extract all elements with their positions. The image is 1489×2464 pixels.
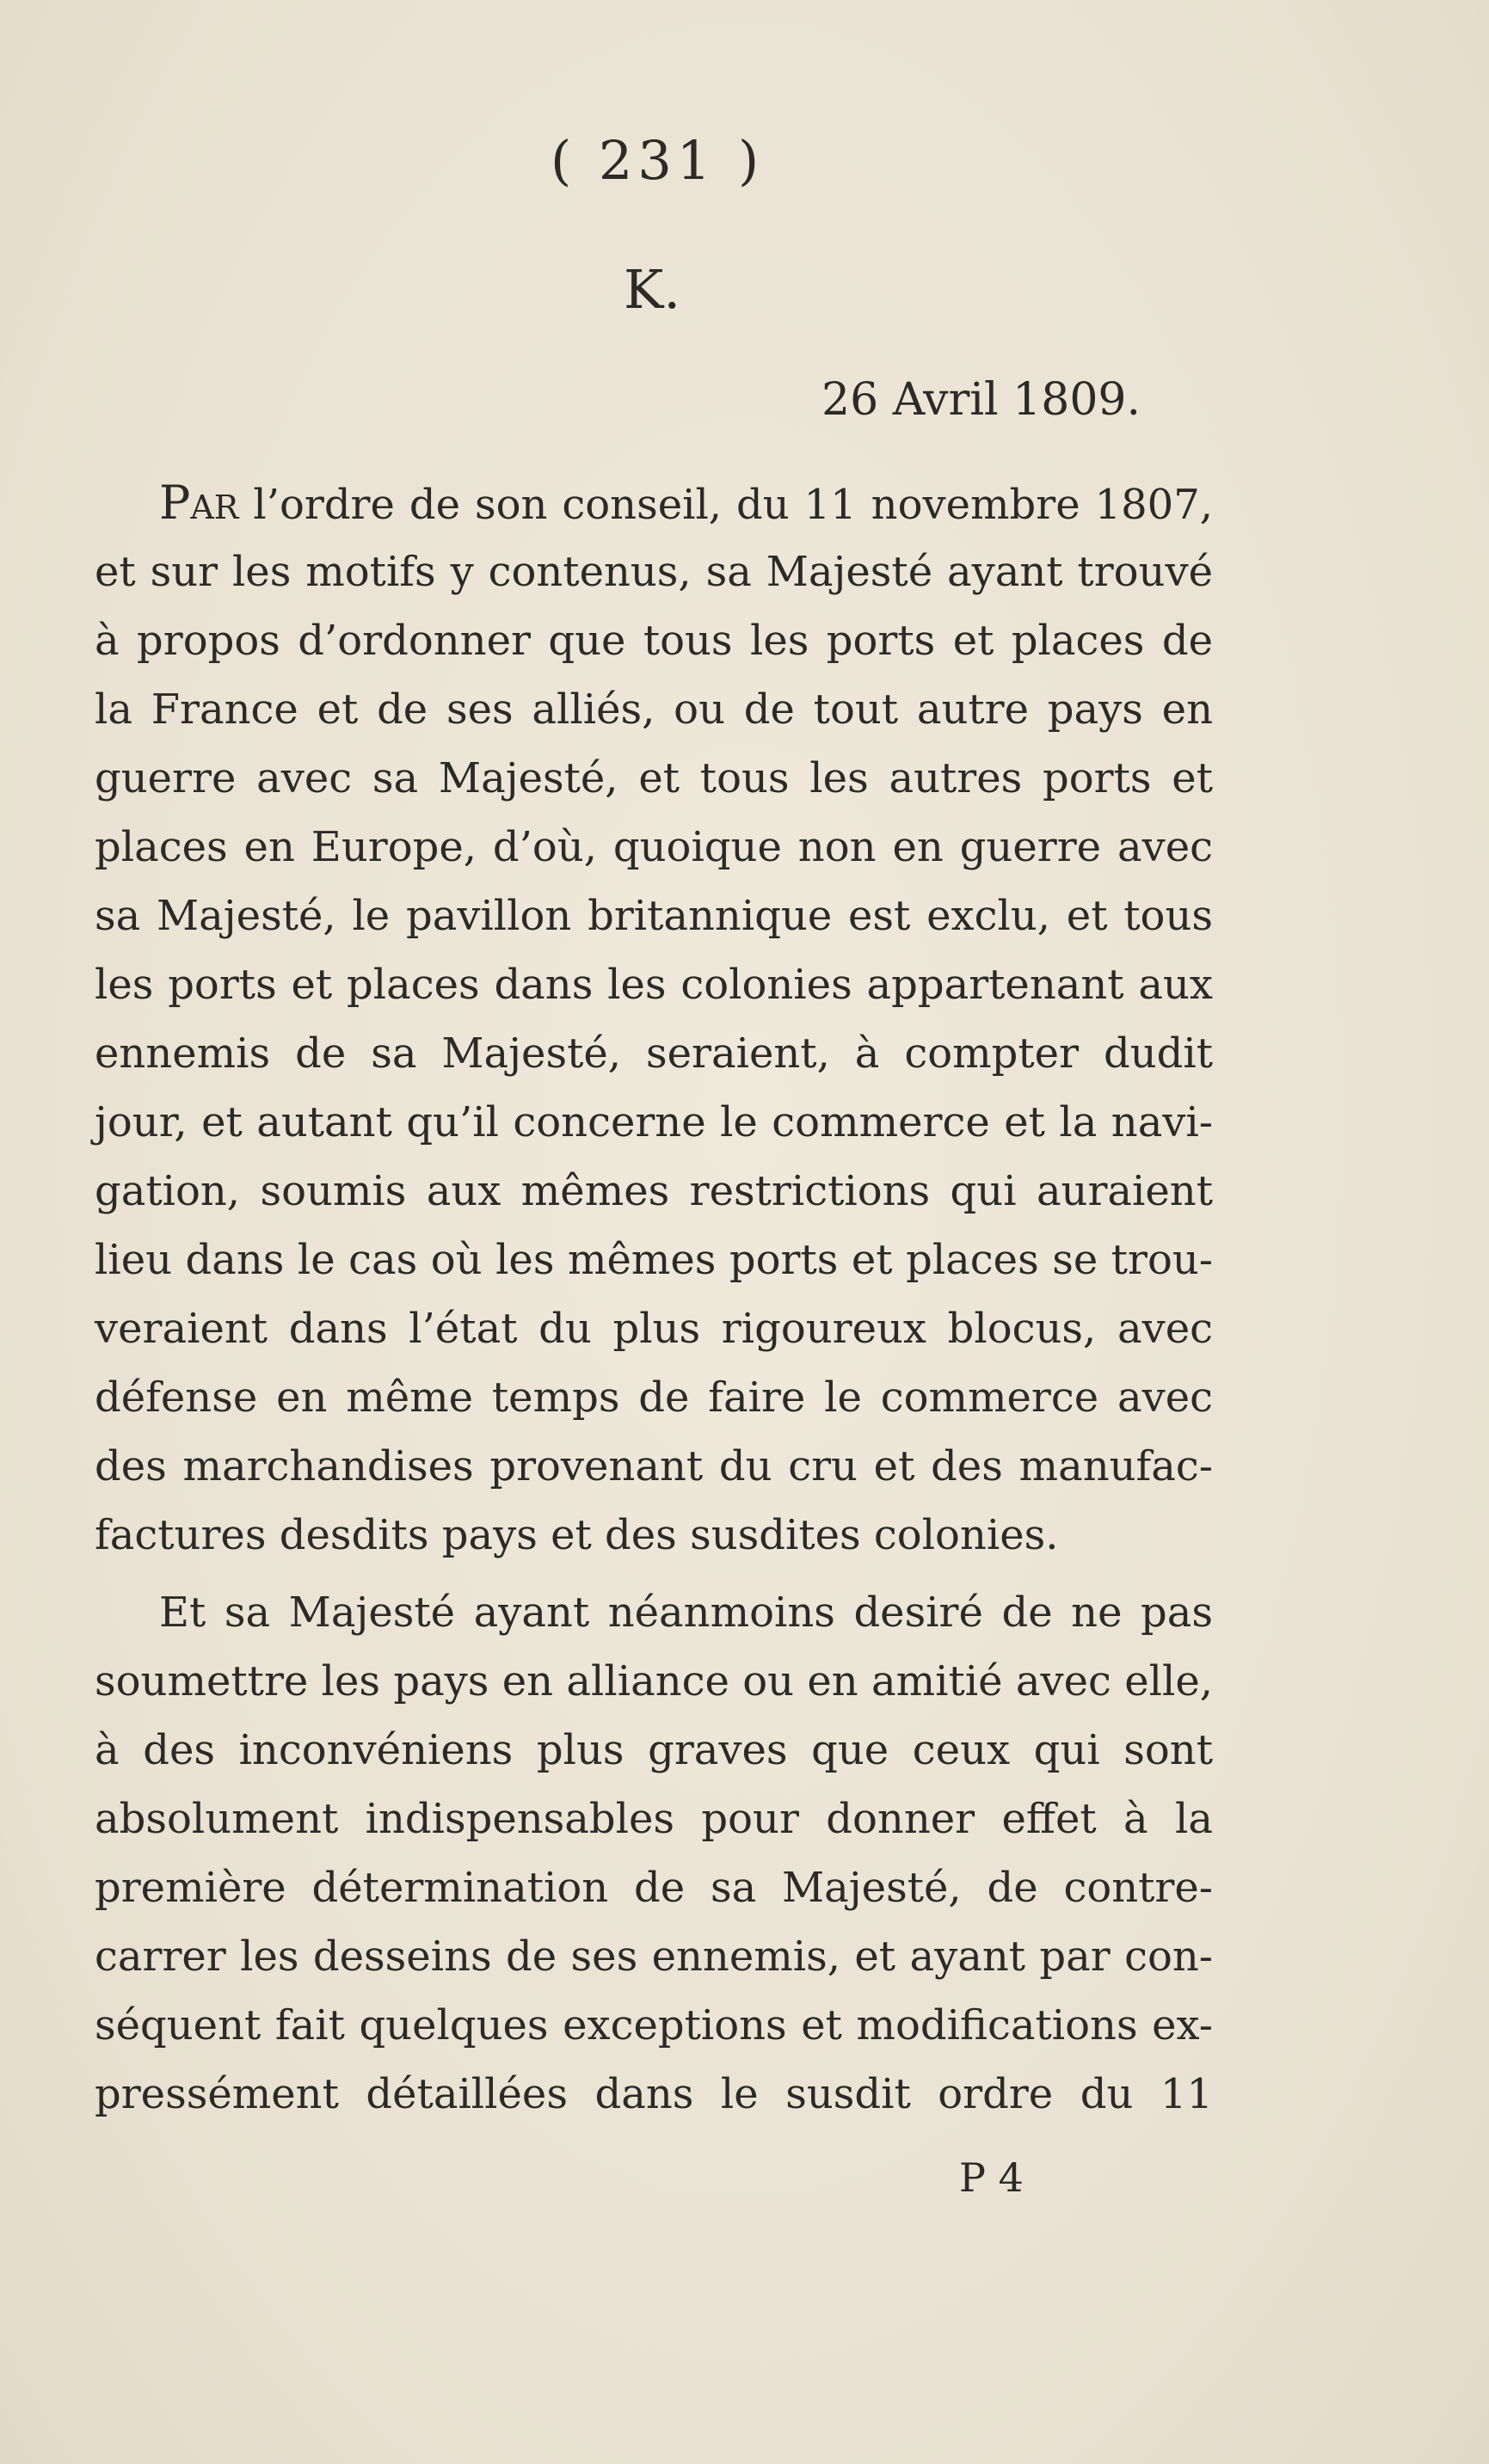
text-line: carrer les desseins de ses ennemis, et ayant par con- [95,1932,1213,1981]
text-line: lieu dans le cas où les mêmes ports et places se trou- [95,1236,1213,1284]
section-letter: K. [624,258,681,321]
text-line: à propos d’ordonner que tous les ports et places de [95,617,1213,665]
text-line: soumettre les pays en alliance ou en amitié avec elle, [95,1657,1213,1705]
text-line: Et sa Majesté ayant néanmoins desiré de ne pas [159,1588,1213,1637]
text-line: factures desdits pays et des susdites colonies. [95,1511,1059,1559]
text-line: absolument indispensables pour donner effet à la [95,1795,1213,1843]
text-line: gation, soumis aux mêmes restrictions qui auraient [95,1167,1213,1215]
text-line: ennemis de sa Majesté, seraient, à compter dudit [95,1029,1213,1078]
text-line: et sur les motifs y contenus, sa Majesté ayant trouvé [95,548,1213,596]
text-line: première détermination de sa Majesté, de contre- [95,1864,1213,1912]
text-line: la France et de ses alliés, ou de tout autre pays en [95,685,1213,734]
text-line: pressément détaillées dans le susdit ordre du 11 [95,2070,1213,2118]
text-line: défense en même temps de faire le commerce avec [95,1373,1213,1422]
text-line: des marchandises provenant du cru et des manufac- [95,1442,1213,1490]
text-line: guerre avec sa Majesté, et tous les autres ports et [95,754,1213,802]
text-line: places en Europe, d’où, quoique non en guerre avec [95,823,1213,871]
document-date: 26 Avril 1809. [821,374,1141,426]
text-line: veraient dans l’état du plus rigoureux blocus, avec [95,1305,1213,1353]
page-number: ( 231 ) [551,129,765,192]
first-word: Par [159,476,239,530]
text-line: à des inconvéniens plus graves que ceux qui sont [95,1726,1213,1774]
text-line: séquent fait quelques exceptions et modifications ex- [95,2001,1213,2049]
text-line: jour, et autant qu’il concerne le commerce et la navi- [95,1098,1213,1146]
signature-mark: P 4 [959,2154,1024,2201]
text-line: les ports et places dans les colonies appartenant aux [95,961,1213,1009]
text-line: sa Majesté, le pavillon britannique est exclu, et tous [95,892,1213,940]
text-line: Par l’ordre de son conseil, du 11 novembre 1807, [159,476,1213,530]
